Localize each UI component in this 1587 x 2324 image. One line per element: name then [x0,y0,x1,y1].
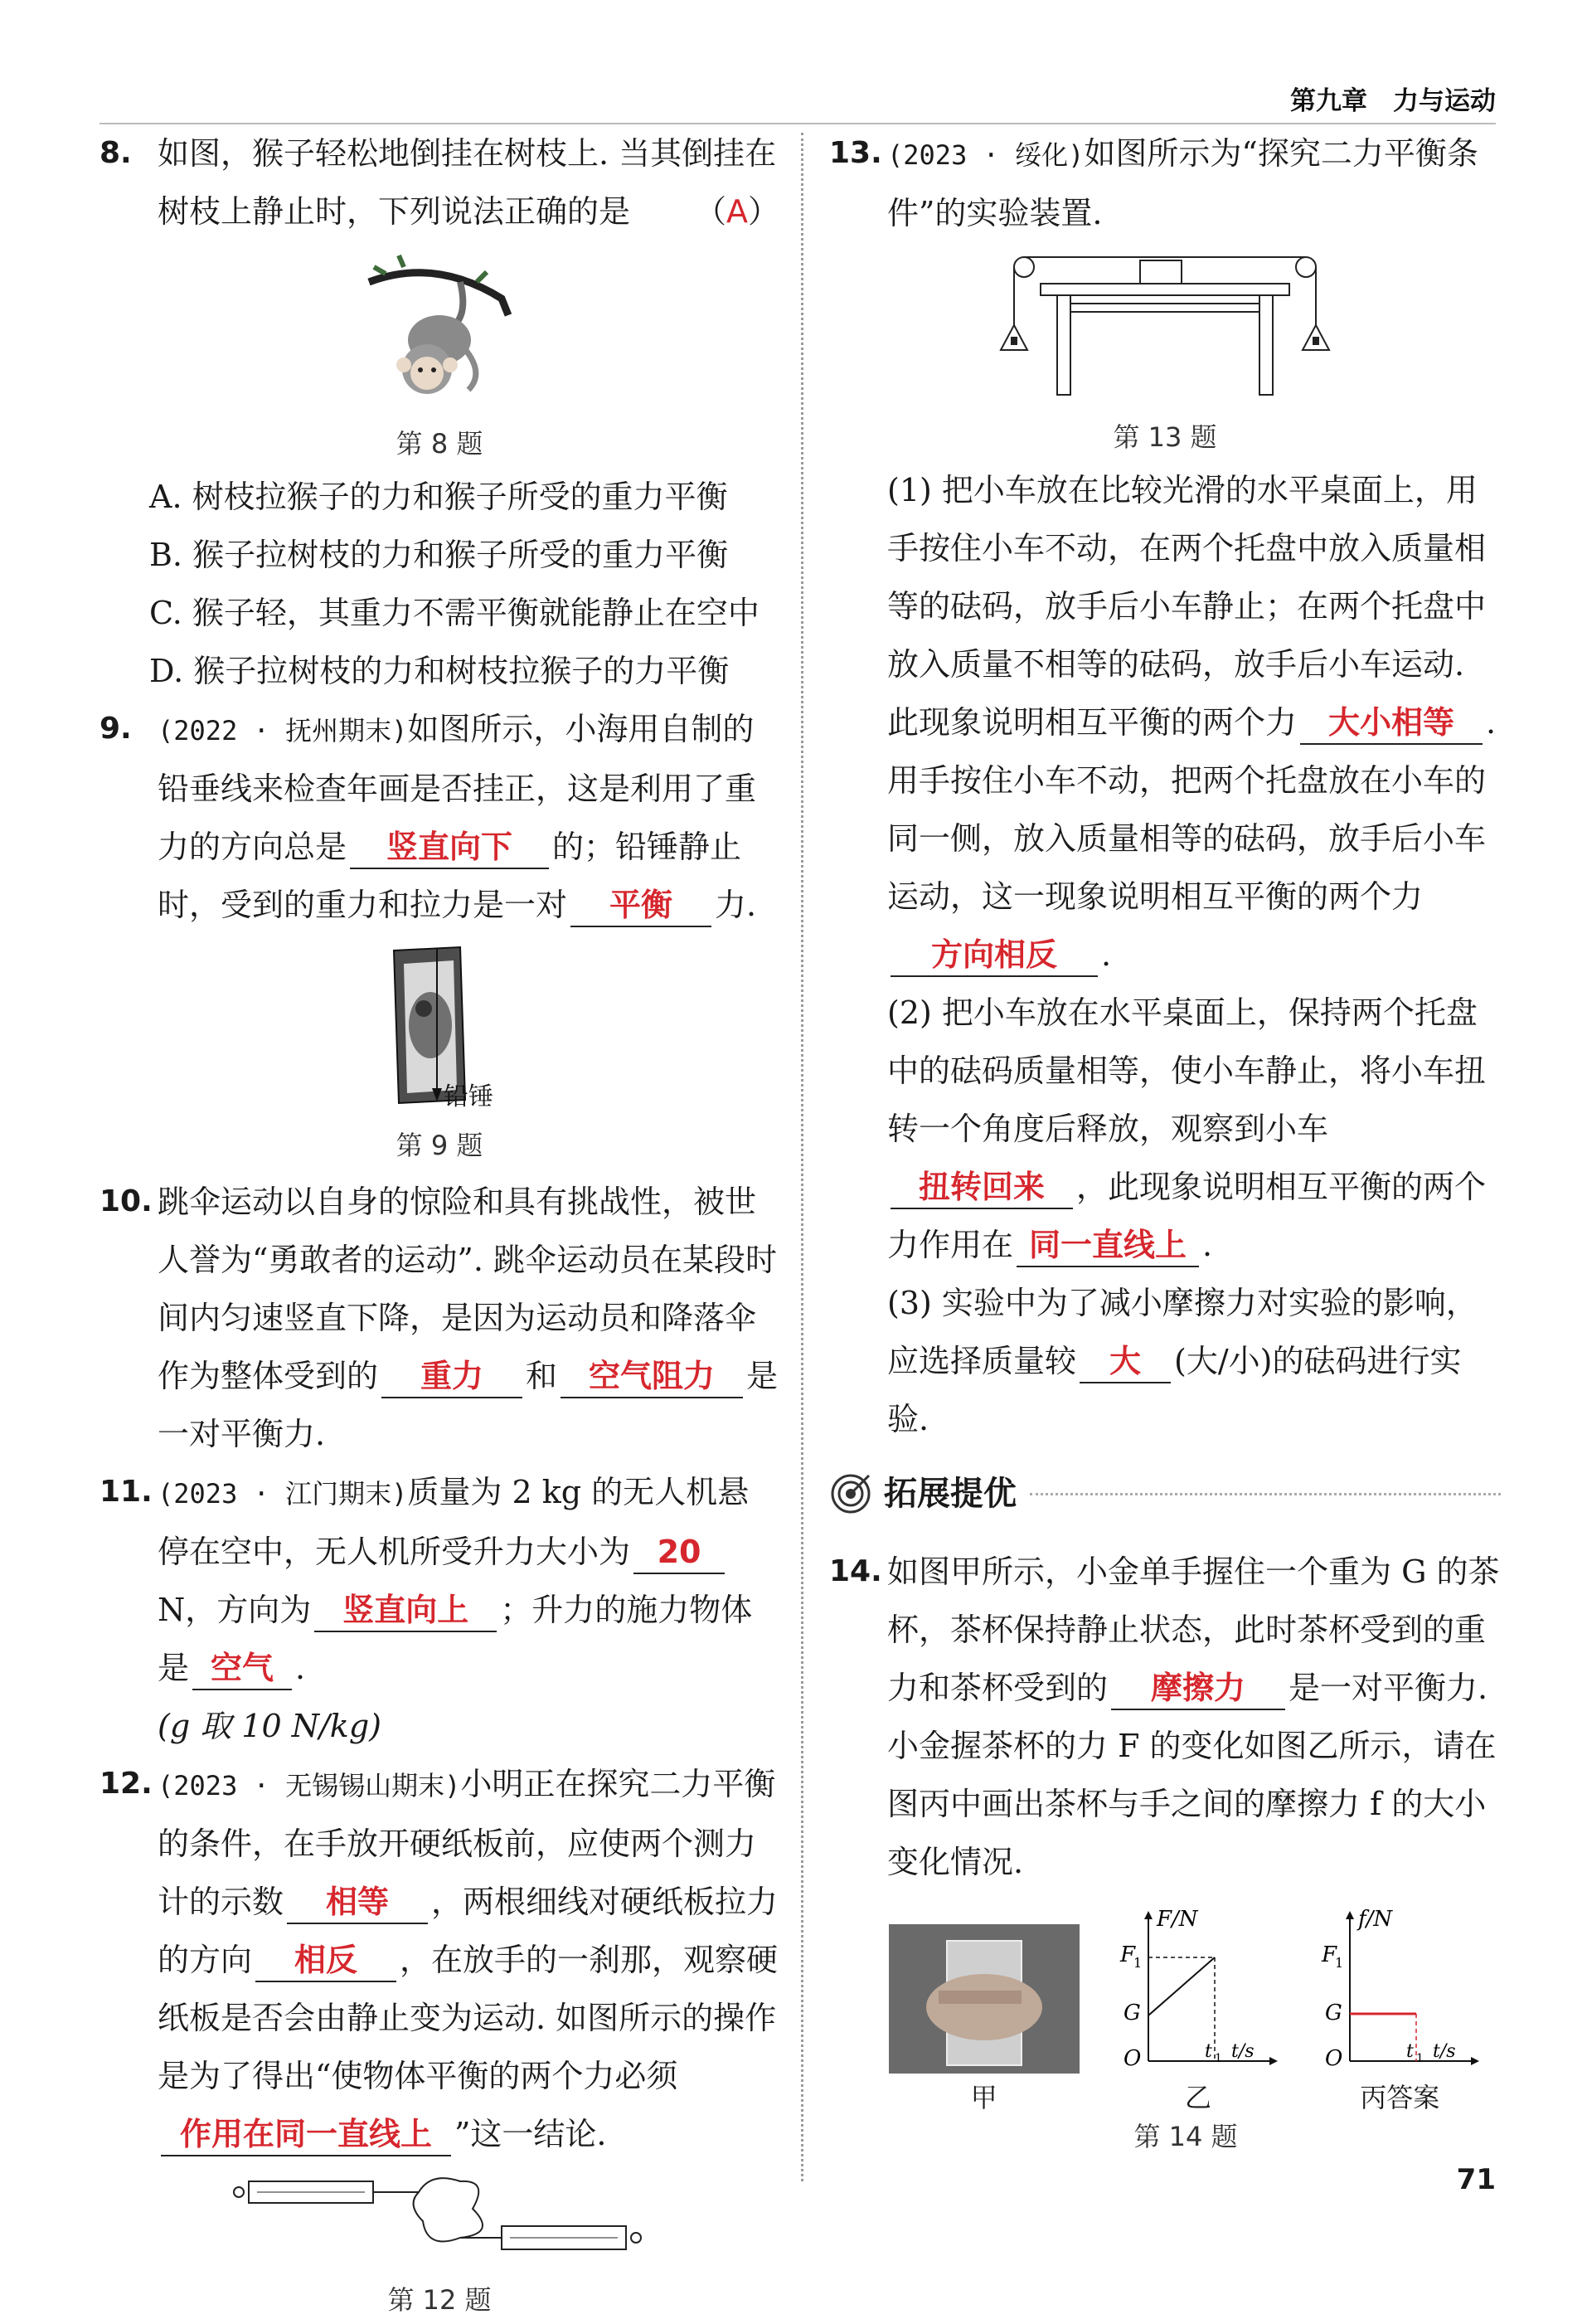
plumb-bob-label: 铅锤 [444,1082,493,1108]
answer-blank: 摩擦力 [1111,1667,1285,1710]
question-number: 14. [829,1554,882,1588]
question-number: 12. [99,1767,153,1801]
hand-holding-cup-photo [889,1924,1080,2074]
force-time-graph [1115,1908,1281,2074]
answer-blank: 20 [633,1531,725,1574]
answer-bracket: （A） [694,193,779,230]
chapter-header: 第九章 力与运动 [1290,86,1496,116]
question-text: 如图，猴子轻松地倒挂在树枝上. 当其倒挂在树枝上静止时，下列说法正确的是 [158,135,777,230]
question-8 [99,124,779,241]
figure-caption: 第 14 题 [1133,2121,1238,2152]
question-number: 8. [99,136,132,170]
figure-13 [829,250,1501,456]
figure-label-jia: 甲 [970,2082,997,2113]
answer-blank: 同一直线上 [1017,1224,1199,1267]
svg-text:1: 1 [1133,1955,1143,1971]
question-source: (2023 · 江门期末) [158,1478,408,1510]
option-c: C. 猴子轻，其重力不需平衡就能静止在空中 [149,595,760,631]
answer-blank: 大 [1080,1340,1171,1383]
figure-yi [1115,1908,1281,2114]
target-icon [829,1472,872,1515]
section-heading [829,1465,1501,1523]
answer-blank: 方向相反 [891,934,1098,977]
figure-caption: 第 8 题 [396,428,483,459]
answer-blank: 相等 [287,1881,428,1924]
question-number: 11. [99,1475,153,1509]
answer-blank: 空气阻力 [561,1355,743,1398]
spring-scale-cardboard-figure [224,2171,655,2263]
figure-8 [99,249,779,463]
monkey-illustration [361,249,518,406]
figure-label-bing: 丙答案 [1360,2082,1440,2113]
question-source: (2022 · 抚州期末) [158,715,408,746]
answer-blank: 空气 [192,1647,292,1690]
svg-text:F/N: F/N [1156,1908,1198,1932]
answer-blank: 竖直向下 [350,826,549,869]
svg-text:1: 1 [1335,1955,1344,1971]
option-b: B. 猴子拉树枝的力和猴子所受的重力平衡 [149,537,729,573]
svg-text:F: F [1119,1942,1136,1967]
question-9: 9. (2022 · 抚州期末)如图所示，小海用自制的铅垂线来检查年画是否挂正，这是利用了重力的方向总是 竖直向下 的；铅锤静止时，受到的重力和拉力是一对 平衡 力. [99,700,779,934]
figure-caption: 第 12 题 [387,2284,492,2316]
svg-text:F: F [1322,1942,1337,1967]
figure-12 [99,2171,779,2319]
q13-part-1: (1) 把小车放在比较光滑的水平桌面上，用手按住小车不动，在两个托盘中放入质量相等的砝码，放手后小车静止；在两个托盘中放入质量不相等的砝码，放手后小车运动. 此现象说明相互平衡的两个力 大小相等 . 用手按住小车不动，把两个托盘放在小车的同一侧，放入质量相等的砝码，放手后小车运动，这一现象说明相互平衡的两个力方向相反 . [829,461,1501,984]
svg-text:O: O [1123,2046,1142,2071]
section-rule [1030,1493,1501,1495]
figure-9 [99,942,779,1164]
answer-blank: 扭转回来 [891,1166,1073,1209]
answer-blank: 竖直向上 [314,1589,497,1632]
answer-blank: 作用在同一直线上 [161,2113,451,2156]
question-number: 10. [99,1184,153,1218]
figure-bing [1317,1908,1483,2114]
page-number: 71 [1456,2163,1496,2196]
question-13: 13. (2023 · 绥化)如图所示为“探究二力平衡条件”的实验装置. [829,124,1501,242]
figure-14 [829,1908,1501,2114]
answer-blank: 相反 [255,1939,396,1982]
figure-label-yi: 乙 [1184,2082,1211,2113]
figure-14-caption-wrap [829,2117,1501,2156]
choice-answer: A [726,193,748,230]
right-column [829,124,1501,2161]
question-number: 9. [99,712,132,746]
question-12: 12. (2023 · 无锡锡山期末)小明正在探究二力平衡的条件，在手放开硬纸板前，应使两个测力计的示数 相等 ，两根细线对硬纸板拉力的方向 相反 ，在放手的一刹那，观察硬纸板是否会由静止变为运动. 如图所示的操作是为了得出“使物体平衡的两个力必须作用在同一直线上 ”这一结论. [99,1755,779,2163]
svg-text:t/s: t/s [1433,2041,1456,2062]
q13-part-3: (3) 实验中为了减小摩擦力对实验的影响，应选择质量较 大 (大/小)的砝码进行实验. [887,1285,1478,1437]
q13-part-2: (2) 把小车放在水平桌面上，保持两个托盘中的砝码质量相等，使小车静止，将小车扭转一个角度后释放，观察到小车扭转回来 ，此现象说明相互平衡的两个力作用在 同一直线上 . [829,984,1501,1274]
two-force-balance-apparatus [991,250,1339,400]
figure-jia [889,1924,1080,2114]
svg-text:1: 1 [1214,2052,1222,2065]
column-divider [801,133,803,2181]
figure-caption: 第 9 题 [396,1130,483,1161]
svg-text:f/N: f/N [1358,1908,1393,1932]
answer-blank: 重力 [381,1355,522,1398]
svg-text:1: 1 [1416,2052,1424,2065]
question-11: 11. (2023 · 江门期末)质量为 2 kg 的无人机悬停在空中，无人机所受升力大小为 20N，方向为 竖直向上 ；升力的施力物体是 空气 . (g 取 10 N/kg) [99,1463,779,1755]
svg-text:t: t [1406,2041,1415,2062]
question-number: 13. [829,136,882,170]
question-source: (2023 · 无锡锡山期末) [158,1770,461,1801]
left-column [99,124,779,2324]
option-a: A. 树枝拉猴子的力和猴子所受的重力平衡 [149,479,728,515]
painting-plumb-line-figure [344,942,535,1108]
friction-time-graph-answer [1317,1908,1483,2074]
svg-text:G: G [1123,2001,1141,2025]
section-title: 拓展提优 [884,1475,1017,1513]
svg-text:t: t [1204,2041,1212,2062]
question-10: 10. 跳伞运动以自身的惊险和具有挑战性，被世人誉为“勇敢者的运动”. 跳伞运动员在某段时间内匀速竖直下降，是因为运动员和降落伞作为整体受到的 重力 和 空气阻力 是一对平衡力. [99,1173,779,1463]
svg-text:G: G [1325,2001,1343,2025]
answer-blank: 平衡 [570,884,711,927]
svg-text:O: O [1325,2046,1343,2071]
answer-blank: 大小相等 [1300,702,1483,745]
figure-caption: 第 13 题 [1113,421,1217,453]
question-source: (2023 · 绥化) [887,139,1085,171]
option-d: D. 猴子拉树枝的力和树枝拉猴子的力平衡 [149,653,730,689]
question-14: 14. 如图甲所示，小金单手握住一个重为 G 的茶杯，茶杯保持静止状态，此时茶杯受到的重力和茶杯受到的 摩擦力 是一对平衡力. 小金握茶杯的力 F 的变化如图乙所示，请在图丙中画出茶杯与手之间的摩擦力 f 的大小变化情况. [829,1543,1501,1891]
svg-text:t/s: t/s [1230,2041,1255,2062]
